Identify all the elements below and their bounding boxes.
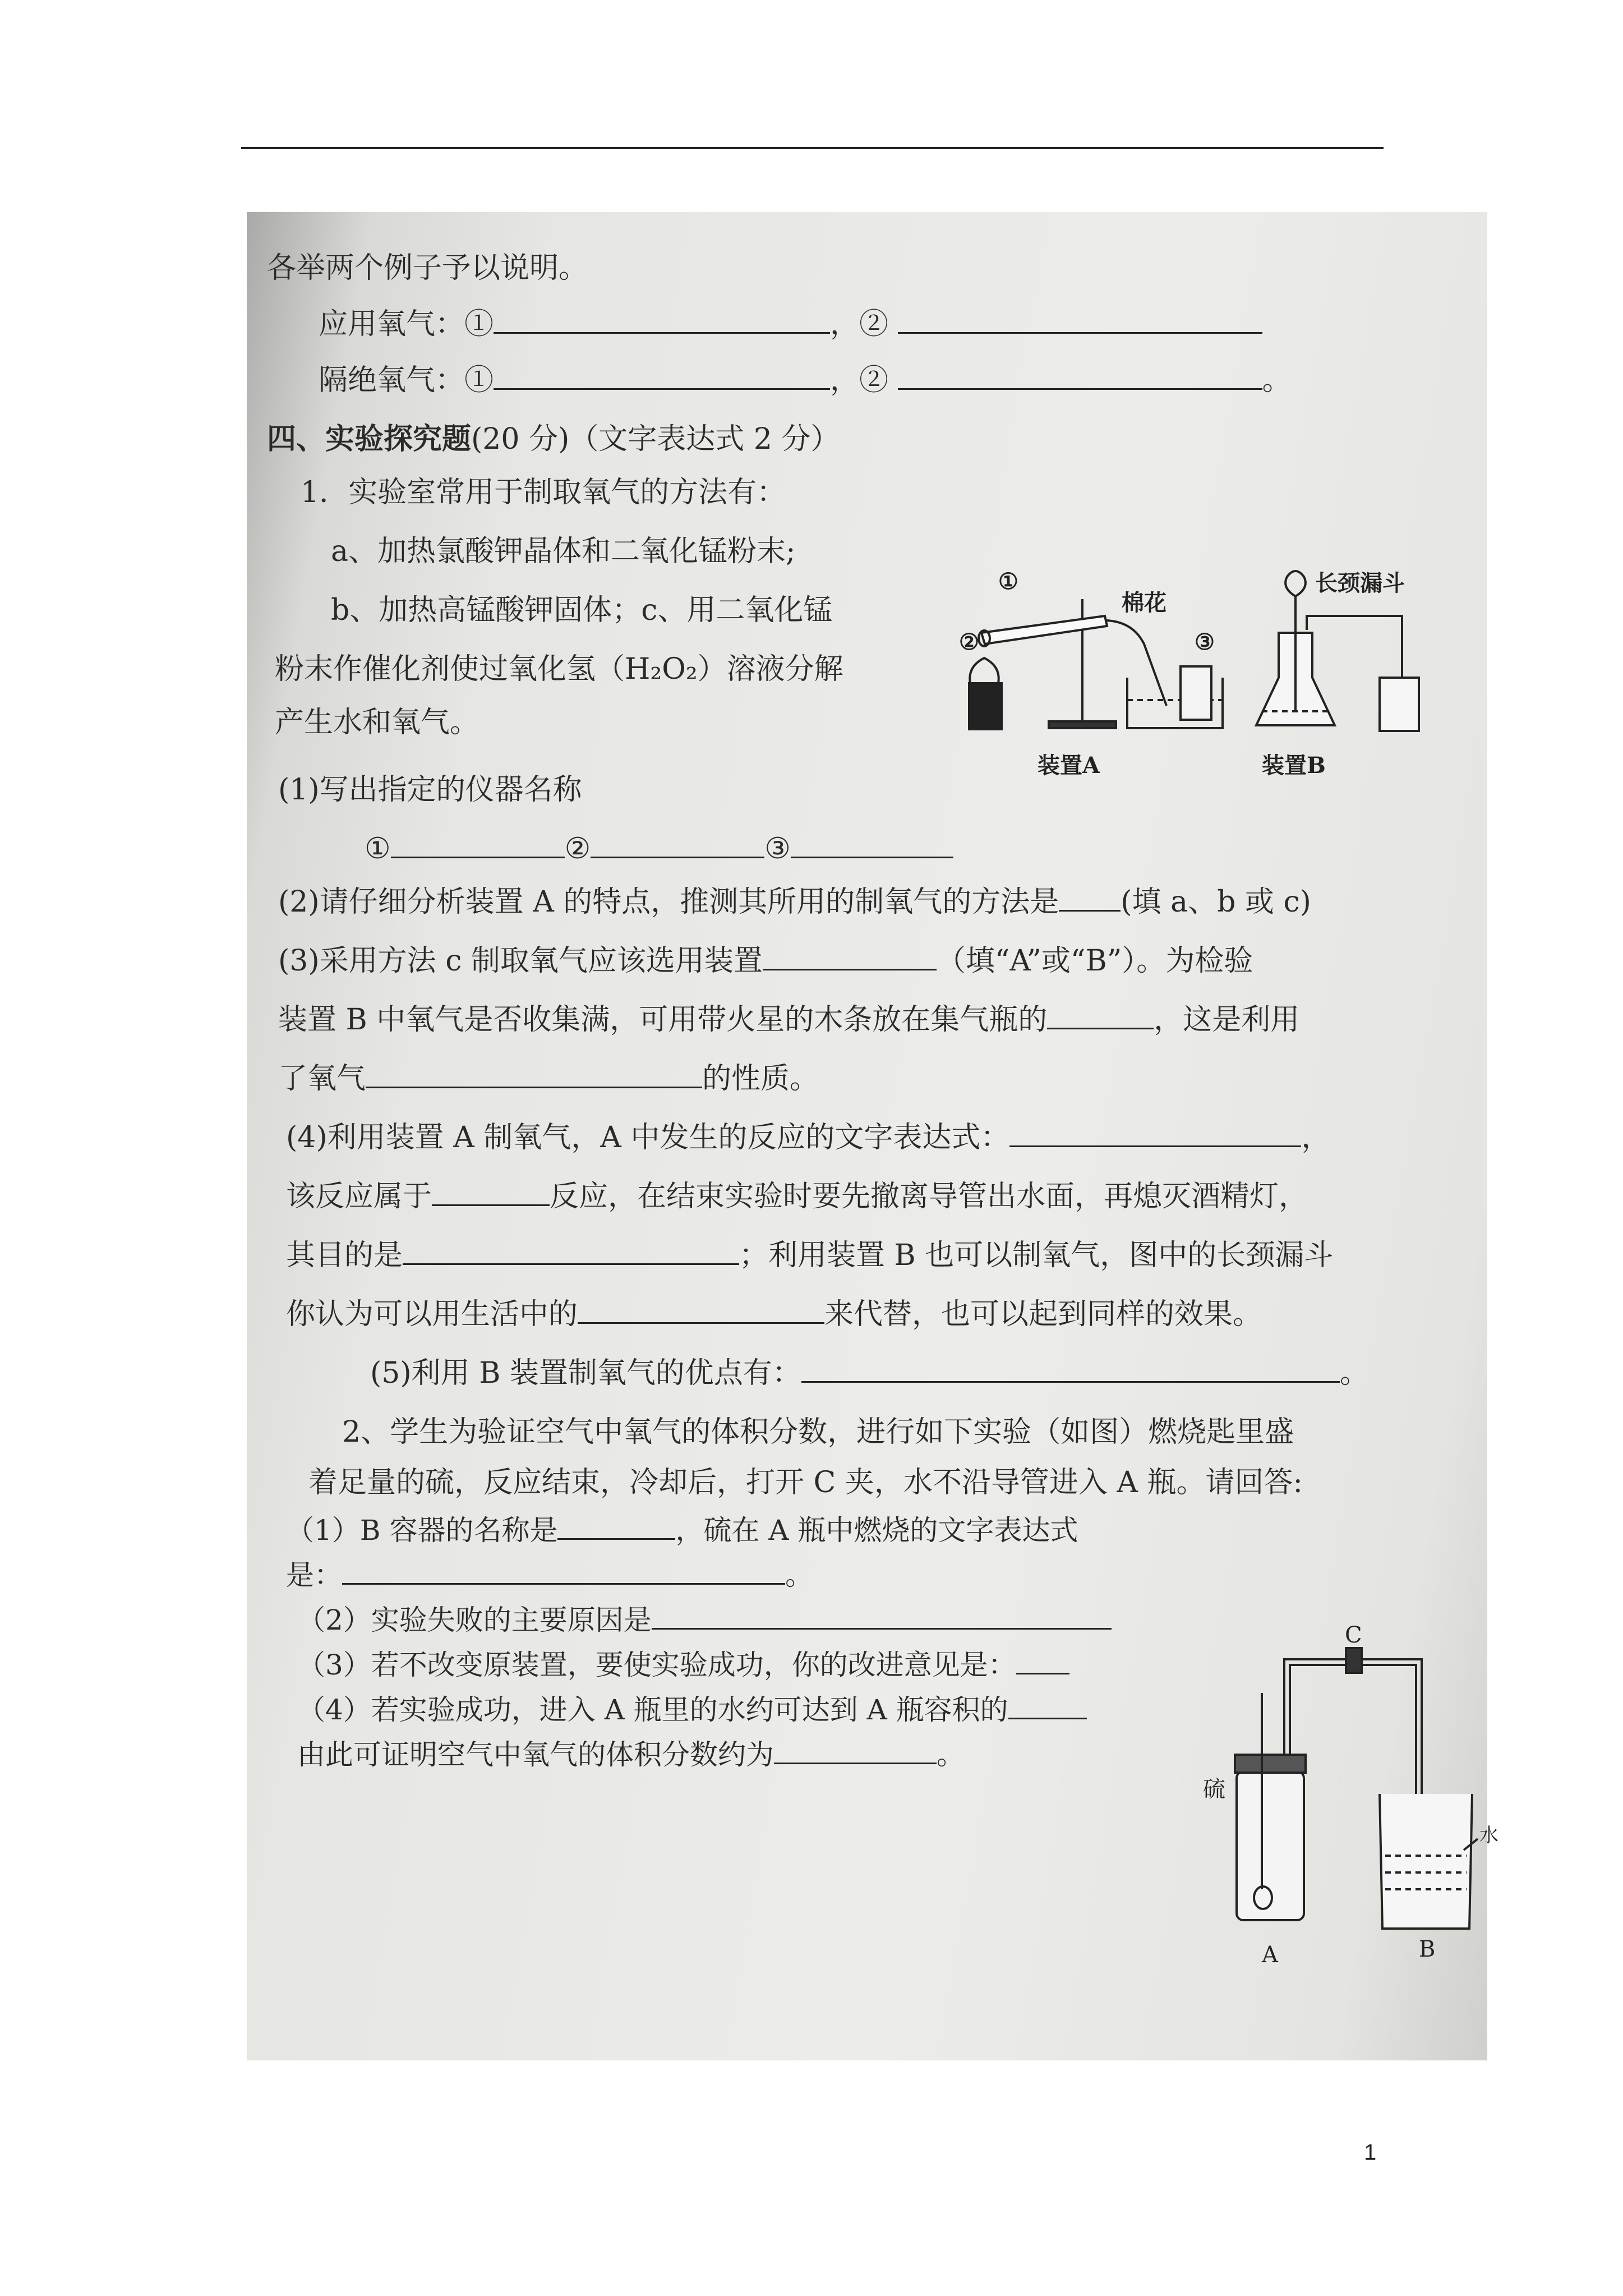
q2-part1: [286, 1513, 1078, 1547]
q1-stem: 1．实验室常用于制取氧气的方法有：: [301, 476, 786, 509]
bottle-a: [1237, 1772, 1304, 1920]
answer-blank[interactable]: [898, 364, 1262, 390]
q2-part4: [297, 1693, 1087, 1727]
alcohol-lamp: [969, 683, 1002, 729]
q2-stem: 2、学生为验证空气中氧气的体积分数，进行如下实验（如图）燃烧匙里盛: [342, 1415, 1294, 1449]
b-gas-bottle: [1380, 678, 1419, 731]
q1-method-b: b、加热高锰酸钾固体；c、用二氧化锰: [331, 593, 833, 627]
period: 。: [785, 1559, 813, 1591]
q1-part3-text2: 装置 B 中氧气是否收集满，可用带火星的木条放在集气瓶的: [278, 1003, 1048, 1037]
q1-part3-text5: 的性质。: [702, 1062, 819, 1096]
q2-part3-text: （3）若不改变原装置，要使实验成功，你的改进意见是：: [297, 1649, 1016, 1681]
q2-stem-line2: 着足量的硫，反应结束，冷却后，打开 C 夹，水不沿导管进入 A 瓶。请回答:: [308, 1466, 1303, 1499]
q1-part3-hint: （填“A”或“B”）。为检验: [936, 944, 1253, 978]
period: 。: [1339, 1356, 1369, 1390]
q1-part5-text: (5)利用 B 装置制氧气的优点有：: [370, 1356, 801, 1390]
answer-blank[interactable]: [1016, 1648, 1069, 1674]
q1-part4-line2: [286, 1180, 1308, 1213]
answer-blank[interactable]: [494, 307, 830, 334]
answer-blank[interactable]: [763, 944, 937, 970]
apply-oxygen-label: 应用氧气：①: [319, 307, 494, 341]
q1-part4-line4: [286, 1297, 1262, 1331]
q1-part4-text6: 你认为可以用生活中的: [286, 1297, 578, 1331]
gas-bottle: [1181, 666, 1211, 720]
q1-part2-text: (2)请仔细分析装置 A 的特点，推测其所用的制氧气的方法是: [278, 885, 1059, 919]
answer-blank[interactable]: [774, 1738, 937, 1764]
mark-3: ③: [764, 832, 791, 866]
q1-part4-text7: 来代替，也可以起到同样的效果。: [824, 1297, 1262, 1331]
fig-mark-2: ②: [959, 629, 979, 655]
sulfur-experiment-figure: [1200, 1622, 1498, 1985]
answer-blank[interactable]: [1009, 1121, 1301, 1147]
q1-method-c-end: 产生水和氧气。: [275, 706, 479, 739]
answer-blank[interactable]: [342, 1558, 785, 1585]
fig-mark-1: ①: [998, 568, 1018, 595]
delivery-tube: [1106, 620, 1166, 706]
q2-part1-line2: [286, 1558, 813, 1592]
b-delivery-tube: [1307, 616, 1402, 683]
q1-part4-line3: [286, 1239, 1333, 1272]
beaker-b: [1380, 1794, 1472, 1929]
bottle-a-stopper: [1235, 1755, 1306, 1773]
q1-part4-text3: 反应，在结束实验时要先撤离导管出水面，再熄灭酒精灯，: [550, 1180, 1308, 1213]
clamp-c: [1346, 1648, 1362, 1673]
q1-part5: [370, 1356, 1369, 1390]
mark-1: ①: [365, 832, 391, 866]
q2-part2: [297, 1603, 1112, 1637]
q1-part4-text: (4)利用装置 A 制氧气，A 中发生的反应的文字表达式：: [286, 1121, 1010, 1154]
answer-blank[interactable]: [801, 1356, 1340, 1383]
q1-part4: [286, 1121, 1330, 1154]
answer-blank[interactable]: [898, 307, 1262, 334]
separator: ，②: [830, 364, 889, 397]
fig-device-a-label: 装置A: [1038, 752, 1100, 779]
fig-device-b-label: 装置B: [1262, 752, 1326, 779]
comma: ，: [1301, 1121, 1331, 1154]
q1-part2: [278, 885, 1311, 919]
q2-part2-text: （2）实验失败的主要原因是: [297, 1604, 652, 1636]
answer-blank[interactable]: [557, 1513, 675, 1540]
q1-method-c: 粉末作催化剂使过氧化氢（H₂O₂）溶液分解: [275, 652, 843, 686]
answer-blank[interactable]: [366, 1062, 702, 1088]
period: 。: [937, 1738, 965, 1771]
q1-part3-text4: 了氧气: [278, 1062, 366, 1096]
answer-blank[interactable]: [1047, 1003, 1154, 1029]
q1-part2-hint: (填 a、b 或 c): [1121, 885, 1311, 919]
answer-blank[interactable]: [391, 832, 565, 858]
section-four-heading: [267, 422, 840, 456]
sulfur-label: 硫: [1203, 1777, 1225, 1802]
fig-cotton-label: 棉花: [1122, 590, 1166, 616]
q2-part3: [297, 1648, 1069, 1682]
test-tube: [981, 616, 1107, 644]
alcohol-lamp-flame: [970, 658, 998, 683]
answer-blank[interactable]: [578, 1297, 824, 1324]
section-score: (20 分)（文字表达式 2 分）: [471, 422, 840, 456]
answer-blank[interactable]: [1059, 885, 1121, 912]
answer-blank[interactable]: [403, 1239, 739, 1265]
water-label: 水: [1479, 1824, 1498, 1847]
isolate-oxygen-label: 隔绝氧气：①: [319, 364, 494, 397]
apply-oxygen-line: [319, 307, 1262, 341]
section-title: 四、实验探究题: [267, 422, 472, 456]
q1-part3: [278, 944, 1253, 978]
answer-blank[interactable]: [591, 832, 764, 858]
answer-blank[interactable]: [791, 832, 953, 858]
q1-part1: (1)写出指定的仪器名称: [278, 773, 582, 807]
clamp-label: C: [1345, 1622, 1362, 1648]
q2-part5-text: 由此可证明空气中氧气的体积分数约为: [297, 1738, 774, 1771]
q1-part3-line2: [278, 1003, 1299, 1037]
fig-mark-3: ③: [1195, 629, 1215, 655]
iron-stand-base: [1049, 721, 1116, 728]
q1-part4-text2: 该反应属于: [286, 1180, 432, 1213]
mark-2: ②: [564, 832, 591, 866]
answer-blank[interactable]: [1008, 1693, 1087, 1719]
q1-part4-text4: 其目的是: [286, 1239, 403, 1272]
q1-part3-text3: ，这是利用: [1154, 1003, 1300, 1037]
fig-funnel-label: 长颈漏斗: [1315, 570, 1405, 596]
q1-method-a: a、加热氯酸钾晶体和二氧化锰粉末;: [331, 535, 796, 568]
beaker-b-label: B: [1419, 1936, 1436, 1962]
apparatus-figure: [959, 565, 1441, 790]
q1-part3-line3: [278, 1062, 819, 1096]
q2-part5: [297, 1738, 965, 1772]
separator: ，②: [830, 307, 889, 341]
page-number: 1: [1364, 2140, 1377, 2165]
q2-part1-text2: ，硫在 A 瓶中燃烧的文字表达式: [675, 1514, 1078, 1547]
long-neck-funnel: [1285, 571, 1306, 596]
bottle-a-label: A: [1262, 1942, 1278, 1968]
header-rule: [241, 147, 1384, 149]
answer-blank[interactable]: [432, 1180, 550, 1206]
q2-part1-text3: 是：: [286, 1559, 342, 1591]
q1-part1-blanks: [365, 832, 953, 866]
isolate-oxygen-line: [319, 364, 1292, 397]
q2-part4-text: （4）若实验成功，进入 A 瓶里的水约可达到 A 瓶容积的: [297, 1694, 1008, 1726]
period: 。: [1262, 364, 1292, 397]
answer-blank[interactable]: [494, 364, 830, 390]
q1-part4-text5: ；利用装置 B 也可以制氧气，图中的长颈漏斗: [739, 1239, 1334, 1272]
answer-blank[interactable]: [652, 1603, 1112, 1630]
q1-part3-text: (3)采用方法 c 制取氧气应该选用装置: [278, 944, 763, 978]
worksheet-photo: [247, 212, 1498, 2060]
q2-part1-text: （1）B 容器的名称是: [286, 1514, 558, 1547]
intro-line: 各举两个例子予以说明。: [267, 251, 588, 285]
